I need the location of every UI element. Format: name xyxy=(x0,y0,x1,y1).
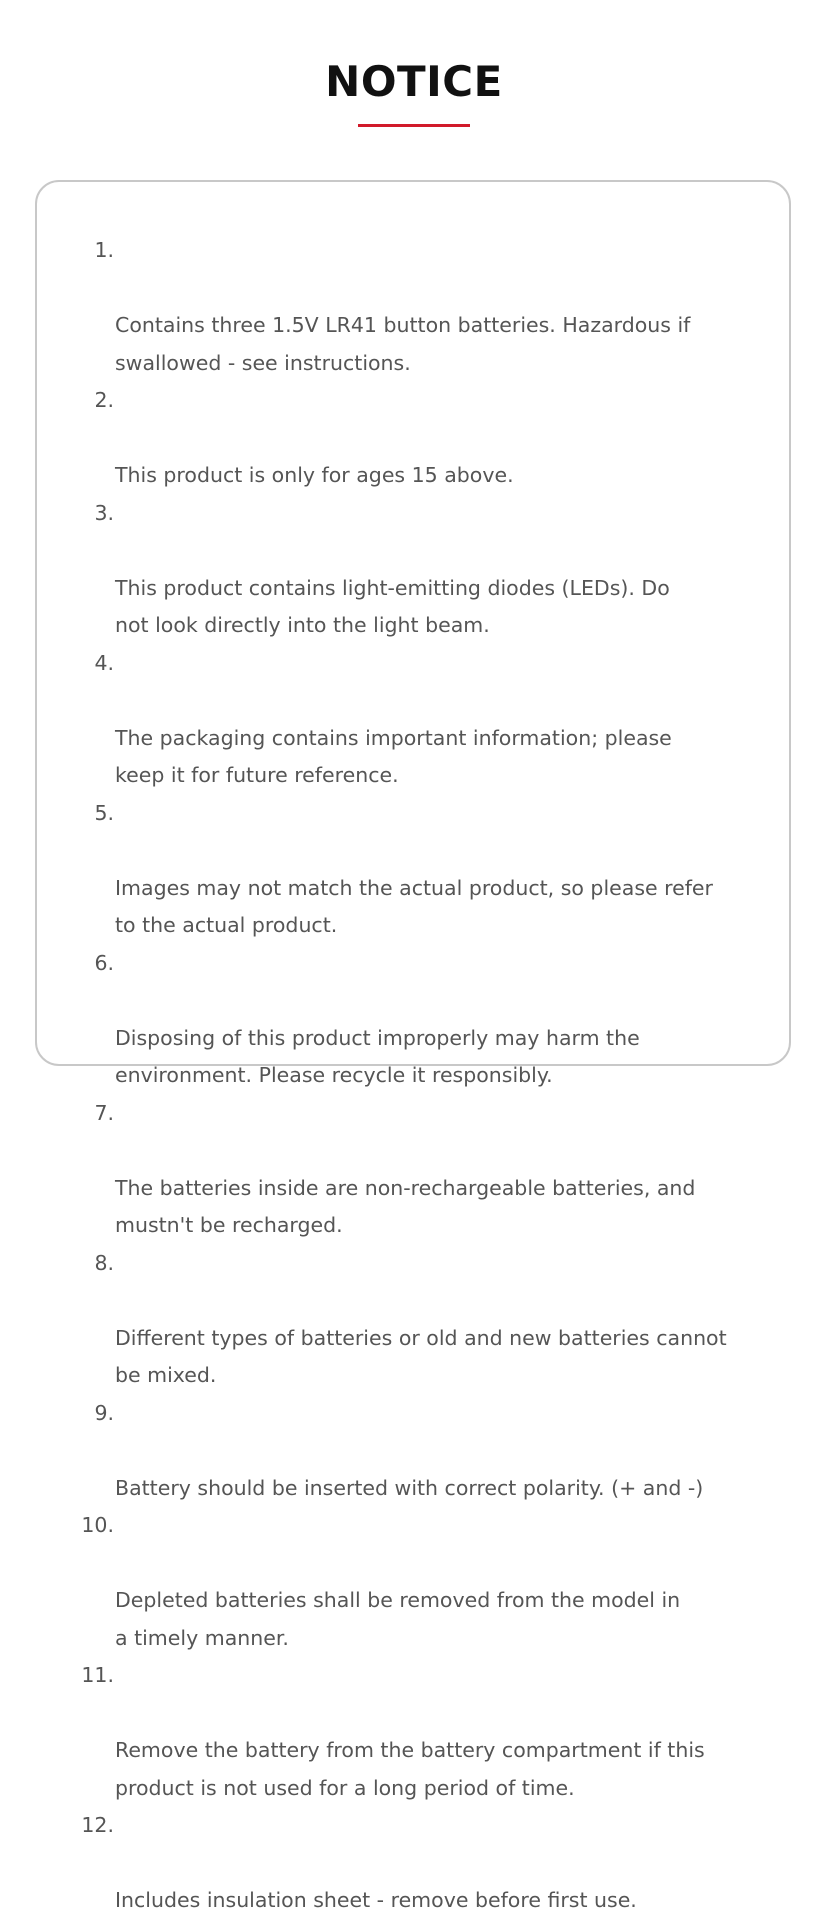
notice-number: 9. xyxy=(94,1400,114,1425)
notice-number: 2. xyxy=(94,388,114,412)
notice-item xyxy=(70,1807,760,1920)
notice-text: Battery should be inserted with correct polarity. (+ and -) xyxy=(115,1475,704,1500)
notice-number: 5. xyxy=(94,800,114,825)
notice-number: 3. xyxy=(94,500,114,525)
notice-item xyxy=(70,945,760,1095)
notice-number: 11. xyxy=(81,1663,114,1687)
notice-text: This product is only for ages 15 above. xyxy=(115,463,514,487)
notice-item xyxy=(70,1245,760,1395)
notice-item xyxy=(70,795,760,945)
title-underline xyxy=(358,124,470,127)
notice-item xyxy=(70,495,760,645)
notice-item xyxy=(70,1095,760,1245)
notice-number: 4. xyxy=(94,650,114,675)
notice-number: 7. xyxy=(94,1100,114,1125)
page-title: NOTICE xyxy=(325,57,503,106)
notice-item xyxy=(70,645,760,795)
notice-text: Different types of batteries or old and new batteries cannot be mixed. xyxy=(115,1325,727,1387)
notice-text: Images may not match the actual product, so please refer to the actual product. xyxy=(115,875,713,937)
notice-number: 1. xyxy=(94,238,114,262)
notice-number: 6. xyxy=(94,950,114,975)
notice-number: 10. xyxy=(81,1513,114,1537)
notice-text: Includes insulation sheet - remove before first use. xyxy=(115,1888,637,1912)
notice-text: Disposing of this product improperly may harm the environment. Please recycle it responsibly. xyxy=(115,1025,640,1087)
notice-text: The batteries inside are non-rechargeable batteries, and mustn't be recharged. xyxy=(115,1175,696,1237)
notice-list xyxy=(70,232,760,1920)
notice-number: 12. xyxy=(81,1813,114,1837)
notice-text: Contains three 1.5V LR41 button batteries. Hazardous if swallowed - see instructions. xyxy=(115,313,691,375)
notice-text: Remove the battery from the battery compartment if this product is not used for a long period of time. xyxy=(115,1738,705,1800)
notice-item xyxy=(70,382,760,495)
notice-item xyxy=(70,1507,760,1657)
notice-item xyxy=(70,232,760,382)
notice-number: 8. xyxy=(94,1250,114,1275)
notice-item xyxy=(70,1657,760,1807)
notice-text: The packaging contains important information; please keep it for future reference. xyxy=(115,725,672,787)
notice-text: Depleted batteries shall be removed from the model in a timely manner. xyxy=(115,1588,681,1650)
notice-item xyxy=(70,1395,760,1508)
notice-text: This product contains light-emitting diodes (LEDs). Do not look directly into the light beam. xyxy=(115,575,670,637)
